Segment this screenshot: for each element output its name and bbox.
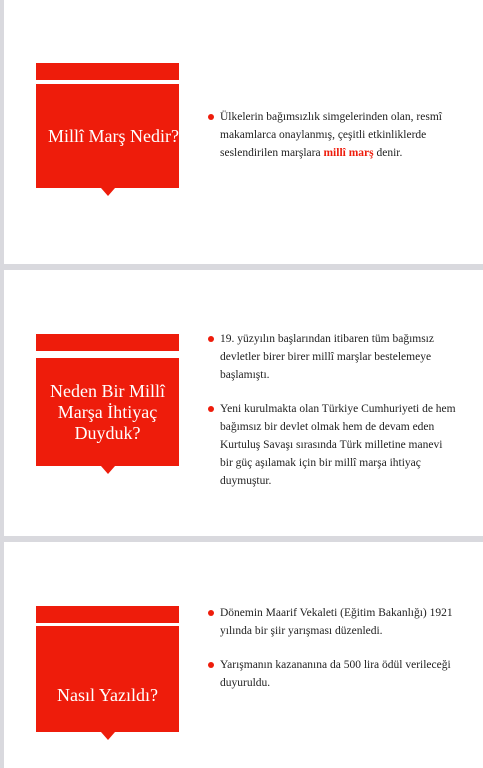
slide-1 (4, 0, 483, 264)
slide-2-header-bar (36, 334, 179, 351)
slide-2-bullet: 19. yüzyılın başlarından itibaren tüm bağımsız devletler birer birer millî marşlar bestelemeye başlamıştı. (208, 330, 458, 384)
slide-3-bullet-list (208, 604, 458, 692)
highlight-term: millî marş (323, 147, 374, 159)
slide-2-pointer (101, 466, 115, 474)
slide-3-bullet: Yarışmanın kazananına da 500 lira ödül verileceği duyuruldu. (208, 656, 458, 692)
slide-2 (4, 270, 483, 536)
slide-2-title-line-1: Neden Bir Millî (50, 380, 165, 401)
slide-1-title-box (36, 84, 179, 188)
slide-3-title-box (36, 626, 179, 732)
slide-2-bullet: Yeni kurulmakta olan Türkiye Cumhuriyeti de hem bağımsız bir devlet olmak hem de devam eden Kurtuluş Savaşı sırasında Türk milletine manevi bir güç aşılamak için bir millî marşa ihtiyaç duymuştur. (208, 400, 458, 490)
slide-1-bullet: Ülkelerin bağımsızlık simgelerinden olan, resmî makamlarca onaylanmış, çeşitli etkinliklerde seslendirilen marşlara millî marş denir. (208, 108, 460, 162)
slide-1-pointer (101, 188, 115, 196)
slide-3-header-bar (36, 606, 179, 623)
slide-2-title-line-3: Duyduk? (74, 422, 141, 443)
slide-2-bullet-list (208, 330, 458, 490)
slide-3-pointer (101, 732, 115, 740)
slide-3-bullet: Dönemin Maarif Vekaleti (Eğitim Bakanlığı) 1921 yılında bir şiir yarışması düzenledi. (208, 604, 458, 640)
slide-3-title: Nasıl Yazıldı? (57, 685, 158, 705)
slide-1-header-bar (36, 63, 179, 80)
slide-2-title-box (36, 358, 179, 466)
slide-1-bullet-list (208, 108, 460, 162)
slide-3 (4, 542, 483, 768)
slide-1-title: Millî Marş Nedir? (48, 125, 179, 146)
slide-2-title-line-2: Marşa İhtiyaç (57, 401, 158, 422)
